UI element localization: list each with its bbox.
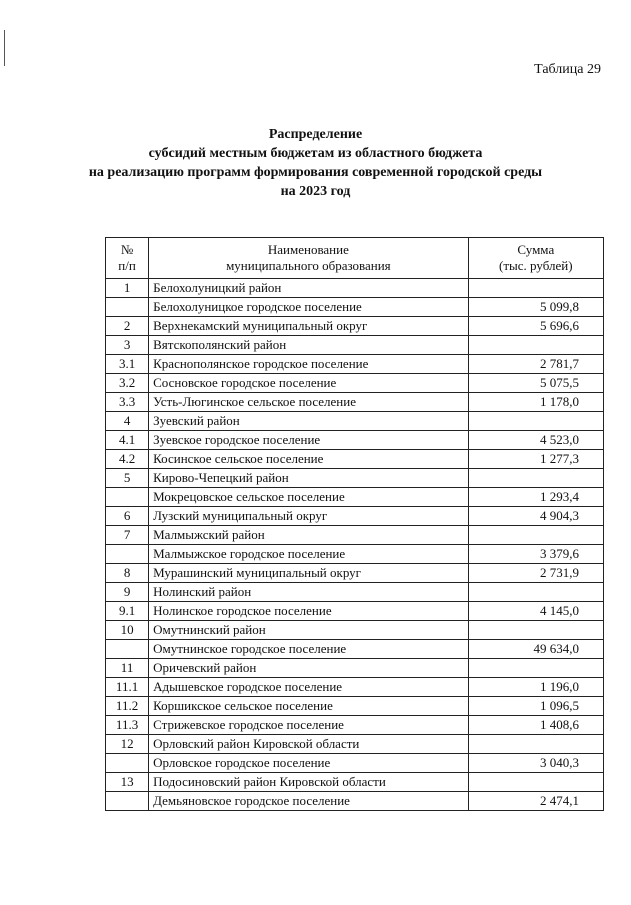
table-row <box>106 678 604 697</box>
row-number: 11.1 <box>106 678 149 697</box>
row-number <box>106 545 149 564</box>
table-header-row <box>106 238 604 279</box>
row-number: 4 <box>106 412 149 431</box>
table-row <box>106 488 604 507</box>
table-row <box>106 355 604 374</box>
table-row <box>106 564 604 583</box>
table-number: Таблица 29 <box>534 62 601 77</box>
subsidy-amount <box>468 336 603 355</box>
subsidy-amount <box>468 735 603 754</box>
table-row <box>106 716 604 735</box>
subsidy-amount: 4 523,0 <box>468 431 603 450</box>
municipality-name: Зуевское городское поселение <box>149 431 469 450</box>
row-number <box>106 792 149 811</box>
municipality-name: Омутнинское городское поселение <box>149 640 469 659</box>
municipality-name: Подосиновский район Кировской области <box>149 773 469 792</box>
row-number <box>106 754 149 773</box>
municipality-name: Усть-Люгинское сельское поселение <box>149 393 469 412</box>
municipality-name: Орловский район Кировской области <box>149 735 469 754</box>
row-number: 4.1 <box>106 431 149 450</box>
subsidy-amount: 3 040,3 <box>468 754 603 773</box>
municipality-name: Омутнинский район <box>149 621 469 640</box>
table-row <box>106 507 604 526</box>
row-number: 3 <box>106 336 149 355</box>
row-number: 3.2 <box>106 374 149 393</box>
row-number: 10 <box>106 621 149 640</box>
table-row <box>106 374 604 393</box>
title-line: Распределение <box>268 127 363 142</box>
scan-margin-mark <box>4 30 5 66</box>
municipality-name: Нолинский район <box>149 583 469 602</box>
header-name-line1: Наименование <box>267 242 349 257</box>
table-row <box>106 754 604 773</box>
subsidy-amount <box>468 583 603 602</box>
subsidy-amount: 1 096,5 <box>468 697 603 716</box>
title-line: субсидий местным бюджетам из областного бюджета <box>148 146 483 161</box>
table-row <box>106 792 604 811</box>
subsidy-amount: 2 474,1 <box>468 792 603 811</box>
municipality-name: Оричевский район <box>149 659 469 678</box>
municipality-name: Коршикское сельское поселение <box>149 697 469 716</box>
row-number: 11.3 <box>106 716 149 735</box>
municipality-name: Орловское городское поселение <box>149 754 469 773</box>
municipality-name: Косинское сельское поселение <box>149 450 469 469</box>
table-row <box>106 469 604 488</box>
row-number: 11 <box>106 659 149 678</box>
municipality-name: Белохолуницкий район <box>149 279 469 298</box>
municipality-name: Малмыжский район <box>149 526 469 545</box>
table-row <box>106 393 604 412</box>
table-row <box>106 298 604 317</box>
subsidy-amount: 1 293,4 <box>468 488 603 507</box>
municipality-name: Верхнекамский муниципальный округ <box>149 317 469 336</box>
subsidy-amount: 4 904,3 <box>468 507 603 526</box>
table-row <box>106 621 604 640</box>
municipality-name: Мокрецовское сельское поселение <box>149 488 469 507</box>
municipality-name: Стрижевское городское поселение <box>149 716 469 735</box>
row-number <box>106 640 149 659</box>
subsidy-amount <box>468 659 603 678</box>
row-number: 4.2 <box>106 450 149 469</box>
header-number-line2: п/п <box>118 258 136 273</box>
row-number: 1 <box>106 279 149 298</box>
row-number: 3.3 <box>106 393 149 412</box>
municipality-name: Вятскополянский район <box>149 336 469 355</box>
municipality-name: Мурашинский муниципальный округ <box>149 564 469 583</box>
municipality-name: Нолинское городское поселение <box>149 602 469 621</box>
subsidy-amount: 4 145,0 <box>468 602 603 621</box>
municipality-name: Демьяновское городское поселение <box>149 792 469 811</box>
municipality-name: Лузский муниципальный округ <box>149 507 469 526</box>
table-row <box>106 317 604 336</box>
row-number <box>106 298 149 317</box>
municipality-name: Белохолуницкое городское поселение <box>149 298 469 317</box>
row-number: 12 <box>106 735 149 754</box>
title-line: на реализацию программ формирования современной городской среды <box>88 165 543 180</box>
row-number <box>106 488 149 507</box>
row-number: 13 <box>106 773 149 792</box>
subsidy-amount: 2 781,7 <box>468 355 603 374</box>
subsidy-table <box>105 237 604 811</box>
table-row <box>106 640 604 659</box>
subsidy-amount <box>468 279 603 298</box>
table-row <box>106 697 604 716</box>
table-row <box>106 279 604 298</box>
header-sum-line2: (тыс. рублей) <box>499 258 573 273</box>
subsidy-amount: 5 696,6 <box>468 317 603 336</box>
row-number: 2 <box>106 317 149 336</box>
table-row <box>106 602 604 621</box>
municipality-name: Сосновское городское поселение <box>149 374 469 393</box>
subsidy-amount <box>468 773 603 792</box>
table-row <box>106 336 604 355</box>
table-row <box>106 431 604 450</box>
row-number: 6 <box>106 507 149 526</box>
subsidy-amount: 49 634,0 <box>468 640 603 659</box>
header-name-line2: муниципального образования <box>226 258 391 273</box>
row-number: 9 <box>106 583 149 602</box>
municipality-name: Зуевский район <box>149 412 469 431</box>
header-name <box>149 238 469 279</box>
municipality-name: Малмыжское городское поселение <box>149 545 469 564</box>
table-row <box>106 659 604 678</box>
table-row <box>106 583 604 602</box>
table-row <box>106 735 604 754</box>
subsidy-amount: 1 277,3 <box>468 450 603 469</box>
subsidy-amount: 5 075,5 <box>468 374 603 393</box>
municipality-name: Адышевское городское поселение <box>149 678 469 697</box>
municipality-name: Кирово-Чепецкий район <box>149 469 469 488</box>
row-number: 7 <box>106 526 149 545</box>
subsidy-amount: 1 178,0 <box>468 393 603 412</box>
row-number: 3.1 <box>106 355 149 374</box>
subsidy-amount: 1 408,6 <box>468 716 603 735</box>
table-row <box>106 412 604 431</box>
subsidy-amount: 1 196,0 <box>468 678 603 697</box>
row-number: 8 <box>106 564 149 583</box>
document-title <box>0 125 631 201</box>
table-row <box>106 545 604 564</box>
header-sum <box>468 238 603 279</box>
subsidy-amount: 2 731,9 <box>468 564 603 583</box>
header-sum-line1: Сумма <box>517 242 555 257</box>
row-number: 9.1 <box>106 602 149 621</box>
table-row <box>106 450 604 469</box>
table-row <box>106 526 604 545</box>
subsidy-amount: 3 379,6 <box>468 545 603 564</box>
municipality-name: Краснополянское городское поселение <box>149 355 469 374</box>
subsidy-amount <box>468 526 603 545</box>
table-row <box>106 773 604 792</box>
subsidy-amount <box>468 412 603 431</box>
subsidy-amount: 5 099,8 <box>468 298 603 317</box>
row-number: 11.2 <box>106 697 149 716</box>
header-number <box>106 238 149 279</box>
header-number-line1: № <box>120 242 134 257</box>
subsidy-amount <box>468 469 603 488</box>
row-number: 5 <box>106 469 149 488</box>
title-line: на 2023 год <box>280 184 351 199</box>
subsidy-amount <box>468 621 603 640</box>
